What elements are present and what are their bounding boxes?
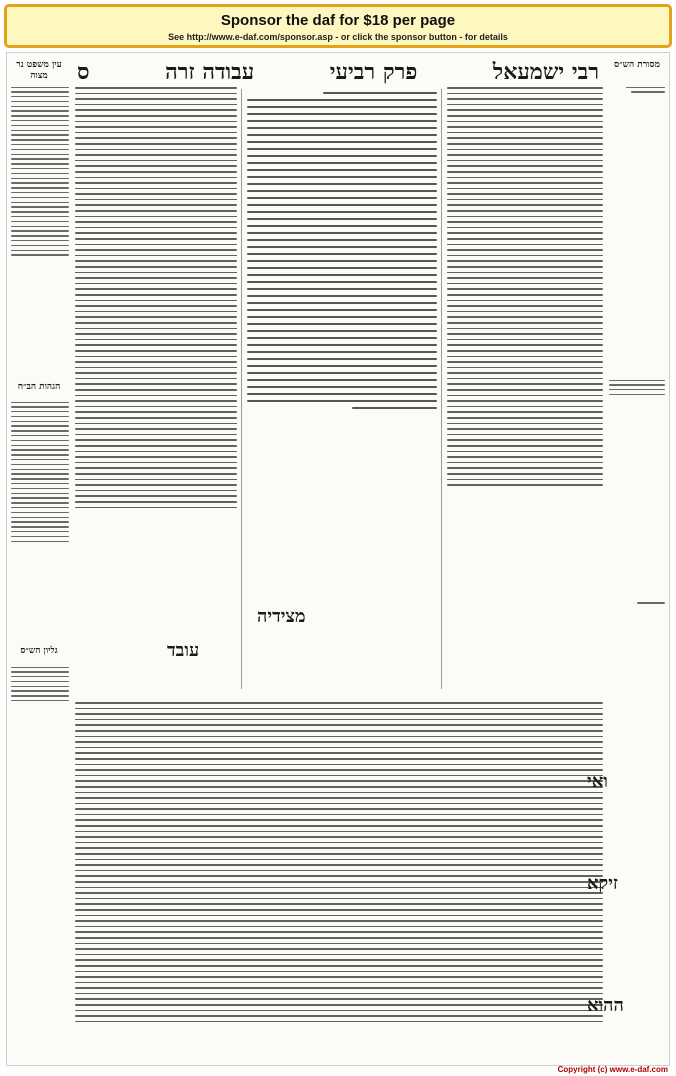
ein-mishpat-column — [11, 83, 69, 373]
copyright-link[interactable]: Copyright (c) www.e-daf.com — [557, 1065, 668, 1074]
gemara-column — [247, 87, 437, 587]
inline-word-hahu: ההוא — [587, 995, 624, 1016]
mesoret-column — [609, 83, 665, 843]
header-tractate: עבודה זרה — [165, 59, 255, 85]
inline-word-oved: עובד — [167, 640, 200, 661]
column-divider-left — [241, 89, 242, 689]
sponsor-subtitle[interactable]: See http://www.e-daf.com/sponsor.asp - or click the sponsor button - for details — [168, 32, 508, 42]
margin-gilyon: גליון הש״ס — [20, 646, 58, 656]
gilyon-column — [11, 663, 69, 743]
hagahot-column — [11, 398, 69, 638]
talmud-page — [6, 52, 670, 1066]
column-divider-right — [441, 89, 442, 689]
sponsor-banner[interactable] — [4, 4, 672, 48]
sponsor-title[interactable]: Sponsor the daf for $18 per page — [220, 12, 456, 29]
margin-hagahot: הגהות הב״ח — [17, 382, 61, 392]
margin-ein-mishpat: עין משפט נר מצוה — [16, 60, 62, 81]
tosafot-column — [75, 83, 237, 693]
inline-word-vai: ואי — [587, 771, 608, 792]
page-header — [77, 59, 599, 85]
lower-commentary — [75, 698, 603, 1058]
margin-mesoret: מסורת הש״ס — [614, 60, 660, 70]
rashi-column — [447, 83, 603, 693]
inline-word-zika: זיקא — [587, 873, 618, 894]
inline-word-metzida: מצידיה — [257, 606, 306, 627]
header-folio: ס — [77, 59, 90, 85]
header-chapter: פרק רביעי — [329, 59, 418, 85]
header-rabbi: רבי ישמעאל — [492, 59, 599, 85]
